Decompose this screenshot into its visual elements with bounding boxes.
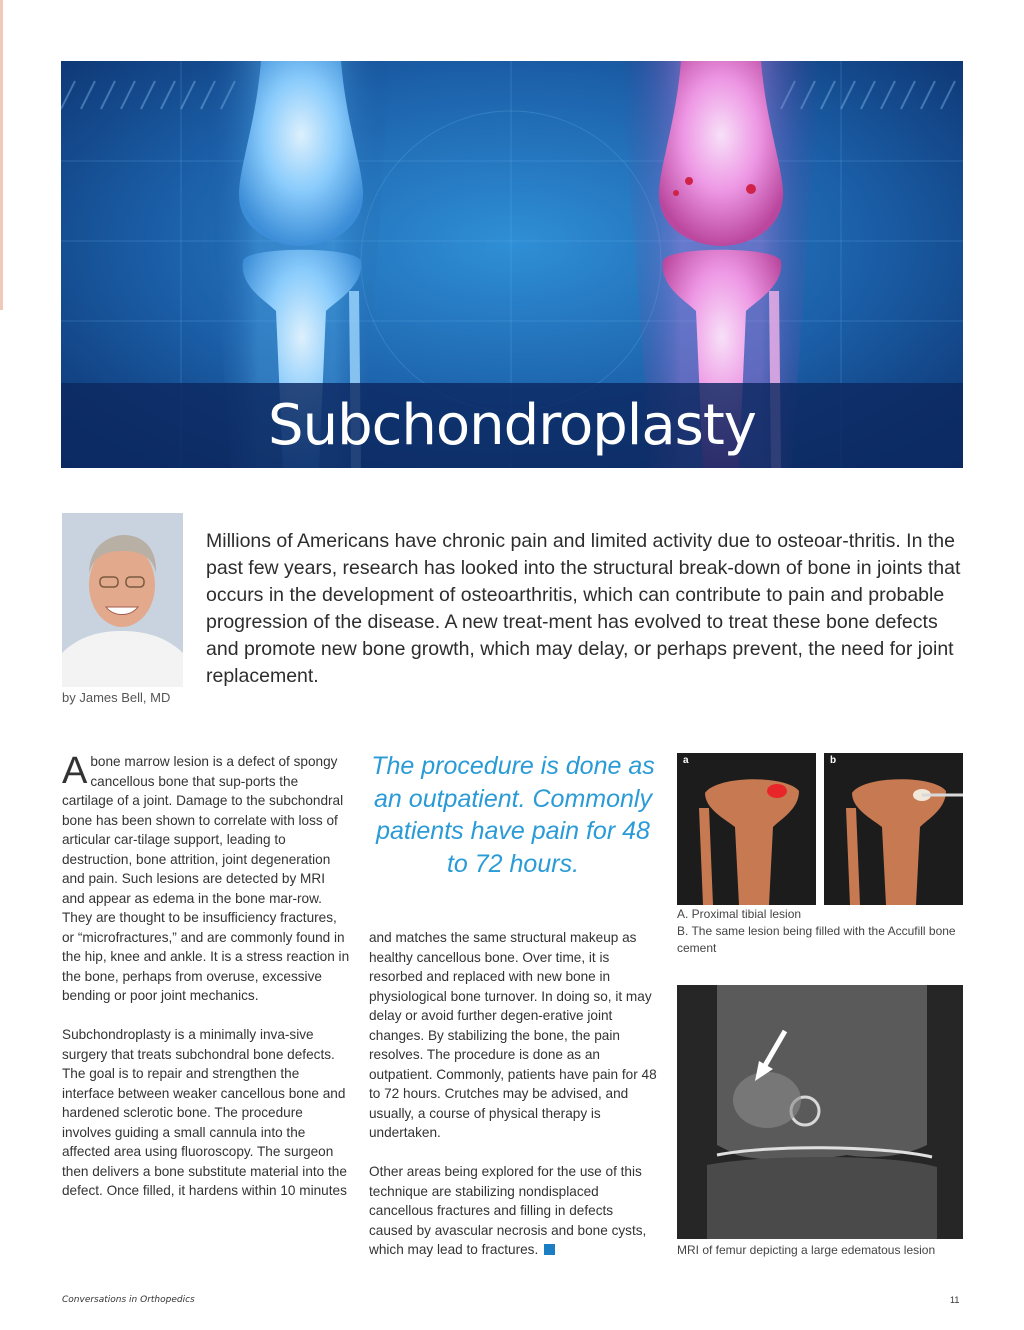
author-photo bbox=[62, 513, 183, 687]
hero-illustration bbox=[61, 61, 963, 468]
caption-a: A. Proximal tibial lesion bbox=[677, 907, 802, 921]
intro-paragraph: Millions of Americans have chronic pain and limited activity due to osteoar-thritis. In the past few years, research has looked into the structural break-down of bone in joints that occurs in the development of osteoarthritis, which can contribute to pain and probable progression of the disease. A new treat-ment has evolved to treat these bone defects and promote new bone growth, which may delay, or perhaps prevent, the need for joint replacement. bbox=[206, 530, 961, 687]
publication-name: Conversations in Orthopedics bbox=[62, 1295, 195, 1305]
body-paragraph bbox=[369, 1162, 659, 1260]
figure-panel-a bbox=[677, 753, 816, 905]
byline: by James Bell, MD bbox=[62, 690, 171, 705]
page-edge-accent bbox=[0, 0, 3, 310]
pull-quote: The procedure is done as an outpatient. Commonly patients have pain for 48 to 72 hours. bbox=[371, 752, 655, 878]
panel-label: a bbox=[683, 755, 689, 766]
mri-image bbox=[677, 985, 963, 1239]
body-paragraph-text: Other areas being explored for the use of this technique are stabilizing nondisplaced cancellous fractures and filling in defects caused by avascular necrosis and bone cysts, which may lead to fractures. bbox=[369, 1164, 647, 1257]
mri-caption: MRI of femur depicting a large edematous lesion bbox=[677, 1243, 936, 1257]
figure-caption bbox=[677, 906, 967, 957]
body-paragraph bbox=[62, 752, 350, 1006]
article-title: Subchondroplasty bbox=[268, 393, 756, 458]
title-band bbox=[61, 383, 963, 468]
caption-b: B. The same lesion being filled with the Accufill bone cement bbox=[677, 924, 956, 955]
body-column-1 bbox=[62, 752, 350, 1220]
drop-cap: A bbox=[62, 750, 88, 792]
tibia-lesion-image bbox=[677, 753, 816, 905]
tibia-figure bbox=[677, 753, 963, 905]
body-paragraph: Subchondroplasty is a minimally inva-sive surgery that treats subchondral bone defects. The goal is to repair and strengthen the interface between weaker cancellous bone and hardened sclerotic bone. The procedure involves guiding a small cannula into the affected area using fluoroscopy. The surgeon then delivers a bone substitute material into the defect. Once filled, it hardens within 10 minutes bbox=[62, 1027, 347, 1198]
panel-label: b bbox=[830, 755, 837, 766]
body-paragraph: and matches the same structural makeup as healthy cancellous bone. Over time, it is resorbed and replaced with new bone in physiological bone turnover. In doing so, it may delay or avoid further degen-erative joint changes. By stabilizing the bone, the pain resolves. The procedure is done as an outpatient. Commonly, patients have pain for 48 to 72 hours. Crutches may be advised, and usually, a course of physical therapy is undertaken. bbox=[369, 930, 657, 1140]
figure-panel-b bbox=[824, 753, 963, 905]
square-end-mark-icon bbox=[544, 1244, 555, 1255]
page-number: 11 bbox=[950, 1295, 960, 1305]
body-column-2 bbox=[369, 928, 659, 1279]
tibia-filling-image bbox=[824, 753, 963, 905]
body-paragraph-text: bone marrow lesion is a defect of spongy cancellous bone that sup-ports the cartilage of a joint. Damage to the subchondral bone has been shown to correlate with loss of articular car-tilage support, leading to destruction, bone attrition, joint degeneration and pain. Such lesions are detected by MRI and appear as edema in the bone mar-row. They are thought to be insufficiency fractures, or “microfractures,” and are commonly found in the hip, knee and ankle. It is a stress reaction in the bone, perhaps from overuse, excessive bending or poor joint mechanics. bbox=[62, 754, 350, 1003]
mri-scan bbox=[677, 985, 963, 1239]
avatar bbox=[62, 513, 183, 687]
